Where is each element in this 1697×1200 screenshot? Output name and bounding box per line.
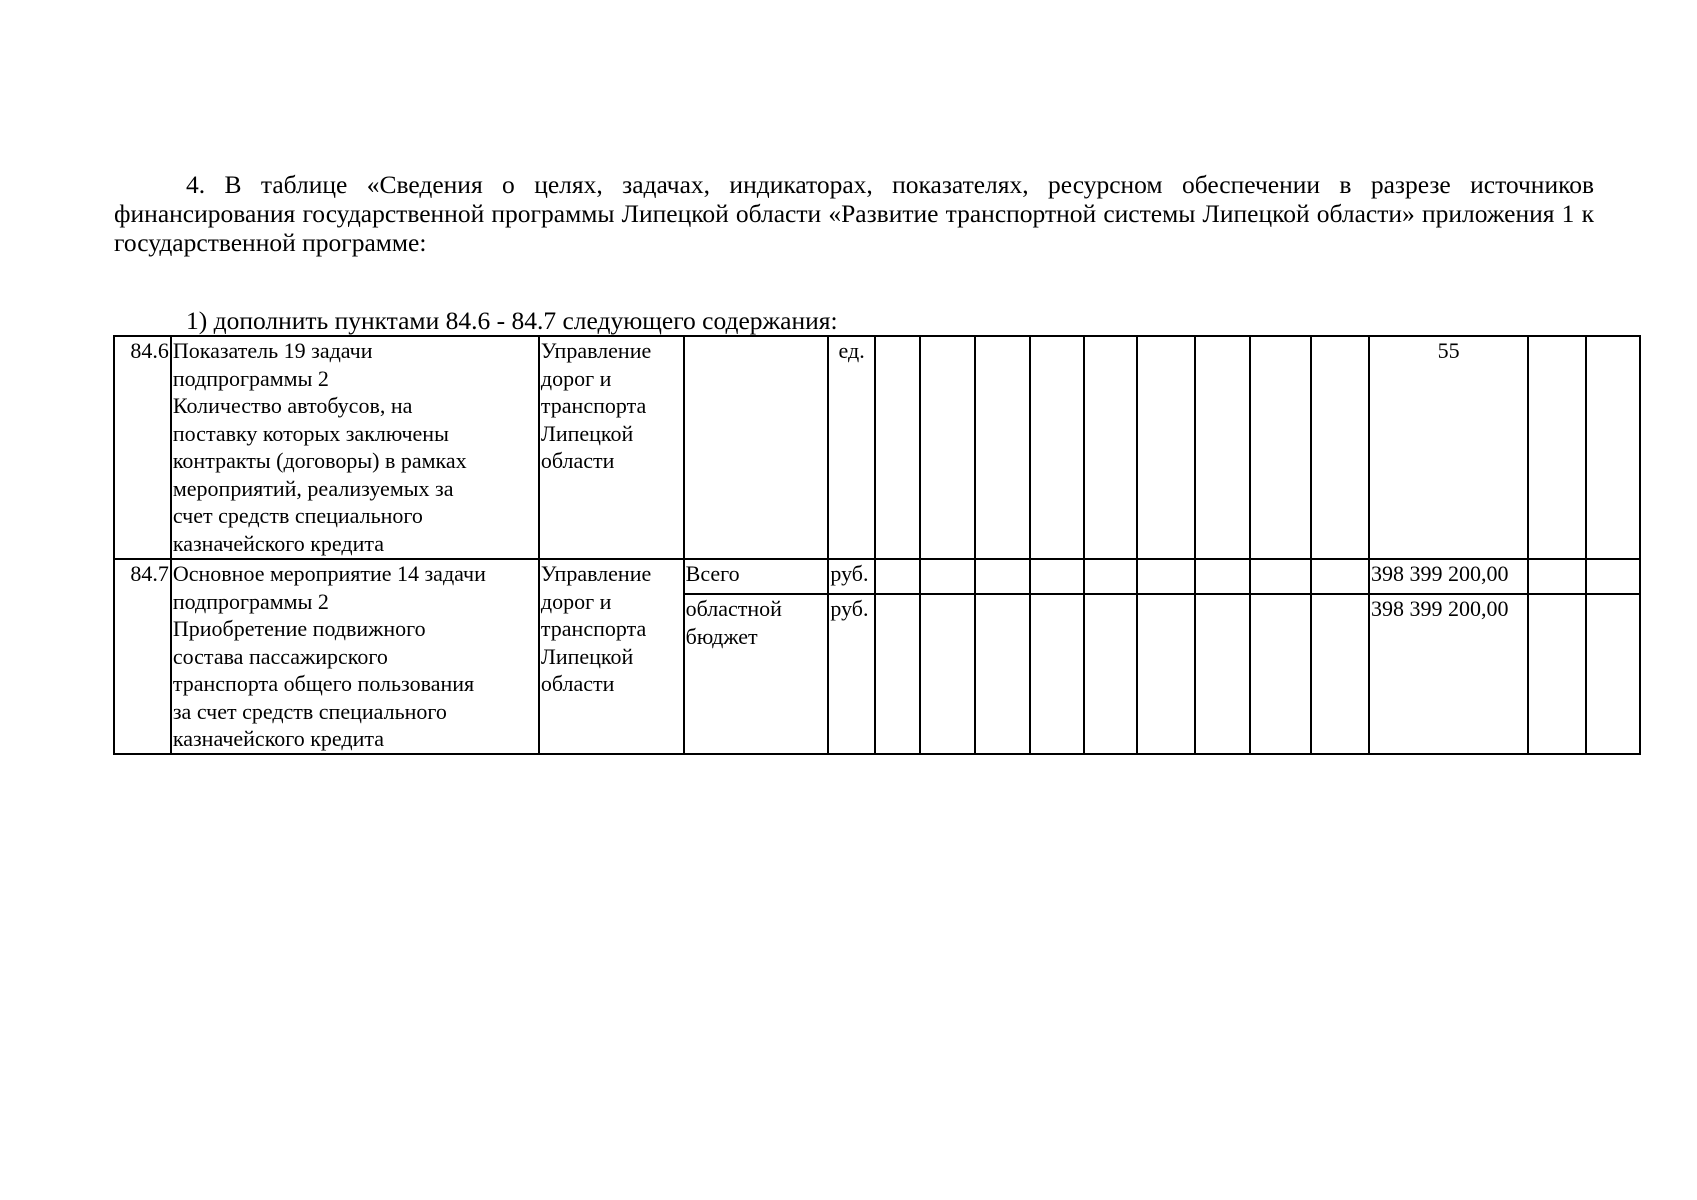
empty-cell — [1195, 559, 1250, 594]
empty-cell — [1528, 594, 1586, 754]
empty-cell — [1030, 336, 1084, 559]
activity-name: Основное мероприятие 14 задачи подпрограммы 2 Приобретение подвижного состава пассажирского транспорта общего пользования за счет средств специального казначейского кредита — [171, 559, 539, 754]
empty-cell — [875, 594, 920, 754]
empty-cell — [875, 336, 920, 559]
empty-cell — [975, 559, 1030, 594]
amount-cell: 398 399 200,00 — [1369, 559, 1528, 594]
empty-cell — [975, 336, 1030, 559]
empty-cell — [1137, 559, 1195, 594]
empty-cell — [920, 559, 975, 594]
empty-cell — [1586, 594, 1640, 754]
indicator-name: Показатель 19 задачи подпрограммы 2 Количество автобусов, на поставку которых заключены контракты (договоры) в рамках мероприятий, реализуемых за счет средств специального казначейского кредита — [171, 336, 539, 559]
empty-cell — [920, 336, 975, 559]
table-row-84-7-total — [114, 559, 1640, 594]
empty-cell — [1137, 336, 1195, 559]
empty-cell — [1528, 336, 1586, 559]
table-row-84-6 — [114, 336, 1640, 559]
empty-cell — [875, 559, 920, 594]
empty-cell — [920, 594, 975, 754]
row-number: 84.6 — [114, 336, 171, 559]
funding-source-regional: областной бюджет — [684, 594, 829, 754]
intro-paragraph: 4. В таблице «Сведения о целях, задачах, индикаторах, показателях, ресурсном обеспечении в разрезе источников финансирования государственной программы Липецкой области «Развитие транспортной системы Липецкой области» приложения 1 к государственной программе: — [114, 170, 1594, 257]
funding-source-total: Всего — [684, 559, 829, 594]
empty-cell — [1311, 594, 1369, 754]
empty-cell — [1586, 336, 1640, 559]
empty-cell — [1084, 594, 1138, 754]
empty-cell — [1528, 559, 1586, 594]
unit-cell: руб. — [828, 594, 875, 754]
empty-cell — [1250, 559, 1311, 594]
amendment-table — [113, 335, 1641, 755]
amount-cell: 398 399 200,00 — [1369, 594, 1528, 754]
empty-cell — [1311, 336, 1369, 559]
empty-cell — [1084, 559, 1138, 594]
unit-cell: руб. — [828, 559, 875, 594]
empty-cell — [1311, 559, 1369, 594]
value-cell: 55 — [1369, 336, 1528, 559]
empty-cell — [1084, 336, 1138, 559]
empty-cell — [1137, 594, 1195, 754]
funding-source — [684, 336, 829, 559]
empty-cell — [1030, 594, 1084, 754]
executor-name: Управление дорог и транспорта Липецкой области — [539, 336, 684, 559]
empty-cell — [1250, 336, 1311, 559]
sub-item-text: 1) дополнить пунктами 84.6 - 84.7 следующего содержания: — [186, 306, 838, 335]
row-number: 84.7 — [114, 559, 171, 754]
empty-cell — [1030, 559, 1084, 594]
empty-cell — [975, 594, 1030, 754]
empty-cell — [1586, 559, 1640, 594]
empty-cell — [1250, 594, 1311, 754]
empty-cell — [1195, 336, 1250, 559]
empty-cell — [1195, 594, 1250, 754]
executor-name: Управление дорог и транспорта Липецкой области — [539, 559, 684, 754]
unit-cell: ед. — [828, 336, 875, 559]
